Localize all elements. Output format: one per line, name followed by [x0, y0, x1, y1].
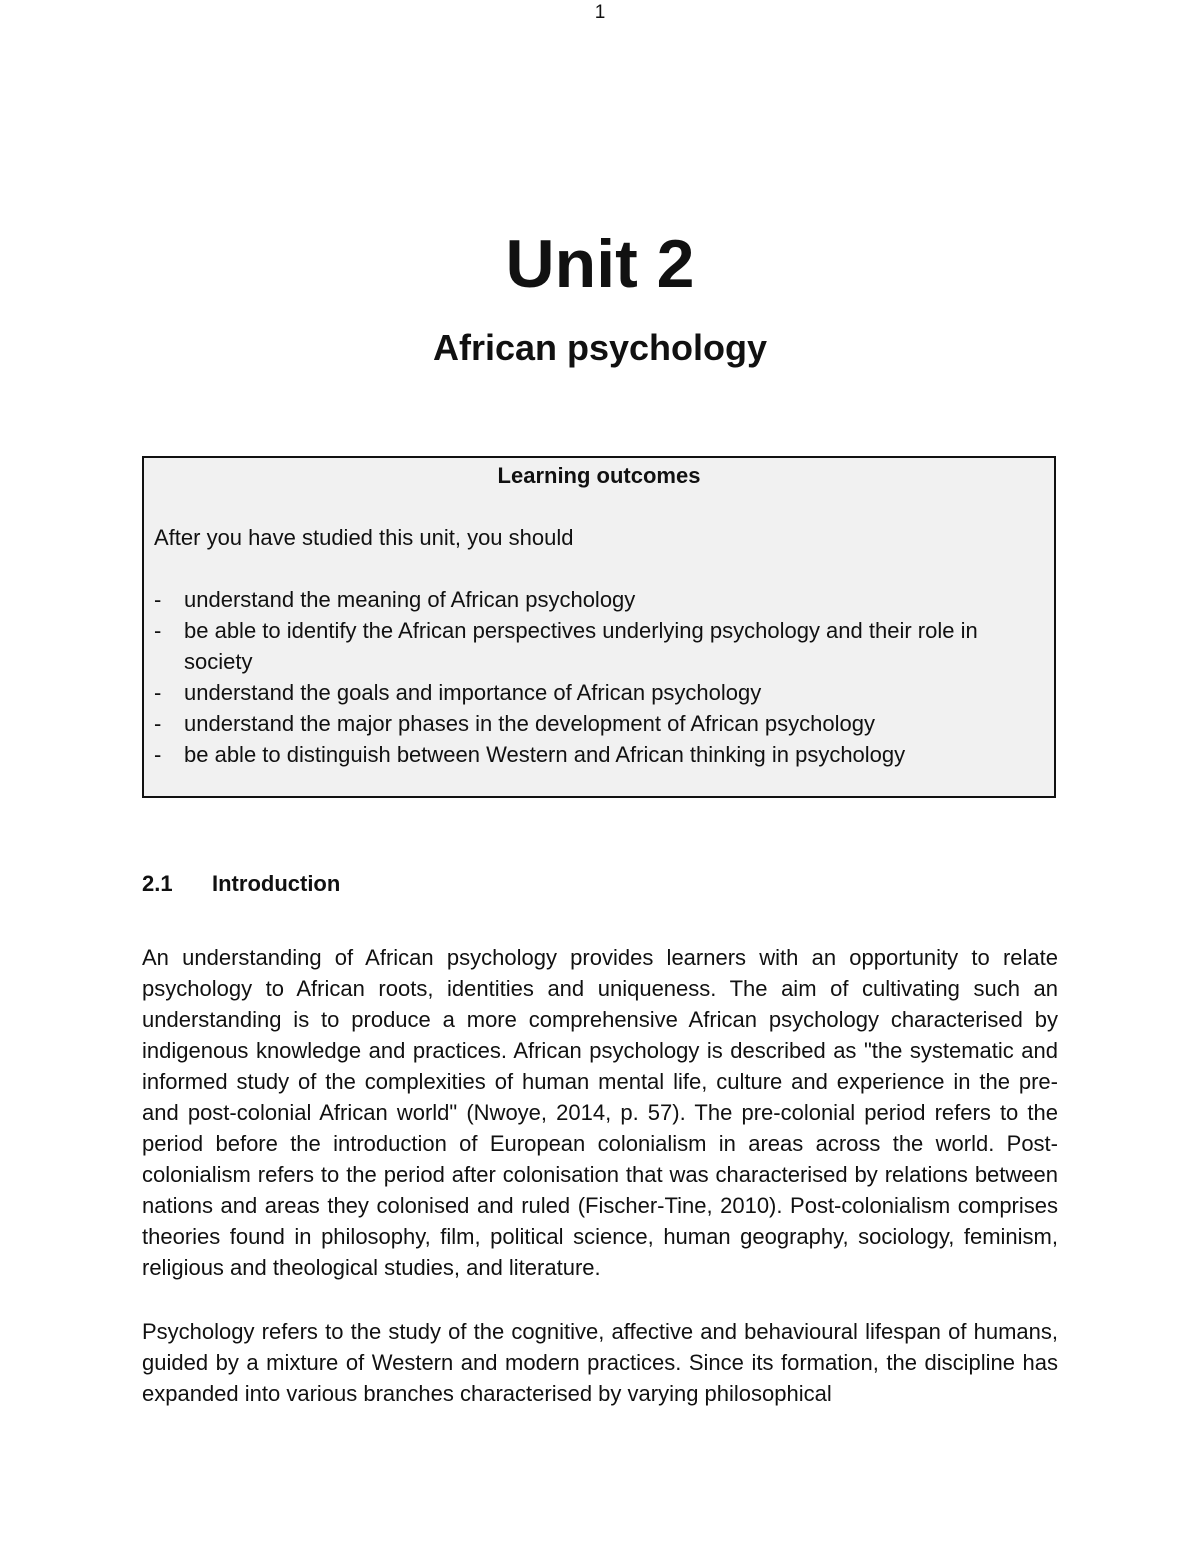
dash-bullet: - [154, 680, 162, 705]
learning-outcomes-heading: Learning outcomes [497, 463, 701, 488]
page-number: 1 [594, 2, 606, 23]
body-paragraph: Psychology refers to the study of the cognitive, affective and behavioural lifespan of humans, guided by a mixture of Western and modern practices. Since its formation, the discipline has expanded into various branches characterised by varying philosophical [142, 1319, 1058, 1406]
list-item [154, 708, 1044, 739]
unit-subtitle: African psychology [432, 327, 768, 368]
unit-title: Unit 2 [505, 226, 695, 302]
list-item [154, 677, 1044, 708]
list-item-text: be able to identify the African perspectives underlying psychology and their role in society [184, 618, 978, 674]
dash-bullet: - [154, 711, 162, 736]
dash-bullet: - [154, 618, 162, 643]
list-item [154, 584, 1044, 615]
list-item-text: understand the major phases in the development of African psychology [184, 711, 875, 736]
dash-bullet: - [154, 587, 162, 612]
section-heading [142, 868, 340, 899]
section-title: Introduction [212, 871, 341, 896]
list-item [154, 615, 1044, 677]
body-paragraph: An understanding of African psychology provides learners with an opportunity to relate psychology to African roots, identities and uniqueness. The aim of cultivating such an understanding is to produce a more comprehensive African psychology characterised by indigenous knowledge and practices. African psychology is described as "the systematic and informed study of the complexities of human mental life, culture and experience in the pre- and post-colonial African world" (Nwoye, 2014, p. 57). The pre-colonial period refers to the period before the introduction of European colonialism in areas across the world. Post-colonialism refers to the period after colonisation that was characterised by relations between nations and areas they colonised and ruled (Fischer-Tine, 2010). Post-colonialism comprises theories found in philosophy, film, political science, human geography, sociology, feminism, religious and theological studies, and literature. [142, 945, 1058, 1280]
list-item [154, 739, 1044, 770]
list-item-text: understand the goals and importance of African psychology [184, 680, 762, 705]
section-number: 2.1 [142, 871, 173, 896]
learning-outcomes-intro: After you have studied this unit, you should [154, 525, 574, 550]
learning-outcomes-list [154, 584, 1044, 770]
dash-bullet: - [154, 742, 162, 767]
list-item-text: be able to distinguish between Western and African thinking in psychology [184, 742, 906, 767]
list-item-text: understand the meaning of African psychology [184, 587, 636, 612]
learning-outcomes-box [142, 456, 1056, 798]
